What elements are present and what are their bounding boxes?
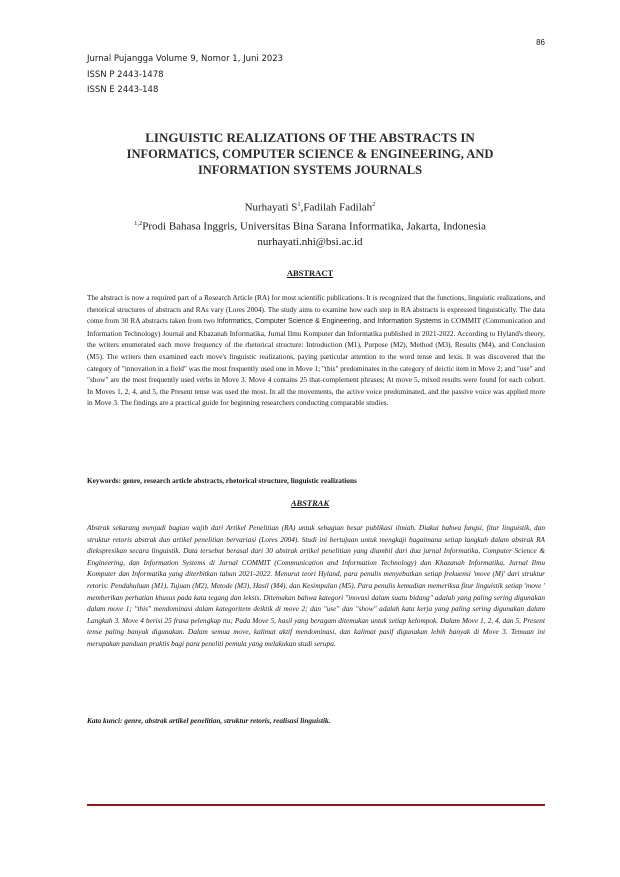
abstract-heading: ABSTRACT	[286, 268, 334, 278]
abstract-text-part-1: The abstract is now a required part of a Research Article (RA) for most scientific publications. It is recognized that the functions, linguistic realizations, and rhetorical structures of abstracts and RAs vary (Lores 2004). The study aims to examine how each step in RA abstracts is expressed linguistically. The data come from 30 RA abstracts taken from two	[87, 293, 545, 326]
author-1: Nurhayati S	[244, 201, 298, 214]
abstrak-text: Abstrak sekarang menjadi bagian wajib dari Artikel Penelitian (RA) untuk sebagian besar publikasi ilmiah. Diakui bahwa fungsi, fitur linguistik, dan struktur retoris abstrak dan artikel penelitian bervariasi (Lores 2004). Studi ini bertujuan untuk mengkaji bagaimana setiap langkah dalam abstrak RA diekspresikan secara linguistik. Data tersebut berasal dari 30 abstrak artikel penelitian yang diambil dari dua jurnal Informatika, Computer Science & Engineering, dan Information Systems di Jurnal COMMIT (Communication and Information Technology) dan Khazanah Informatika, Jurnal Ilmu Komputer dan Informatika yang diterbitkan tahun 2021-2022. Menurut teori Hyland, para penulis menyebutkan setiap frekuensi 'move (M)' dari struktur retoris: Pendahuluan (M1), Tujuan (M2), Metode (M3), Hasil (M4), dan Kesimpulan (M5). Para penulis kemudian memeriksa fitur linguistik setiap 'move ' memberikan perhatian khusus pada kata tegang dan leksis. Ditemukan bahwa kategori "inovasi dalam suatu bidang" adalah yang paling sering digunakan dalam move 1; "this" mendominasi dalam kategoritem deiktik di move 2; dan "use" dan "show" adalah kata kerja yang paling sering digunakan dalam Langkah 3. Move 4 berisi 25 frasa pelengkap itu; Pada Move 5, hasil yang beragam ditemukan untuk setiap kelompok. Dalam Move 1, 2, 4, dan 5, Present tense paling banyak digunakan. Dalam semua move, kalimat aktif mendominasi, dan kalimat pasif digunakan lebih banyak di Move 3. Temuan ini merupakan panduan praktis bagi para peneliti pemula yang melakukan studi serupa.	[87, 523, 545, 648]
abstrak-heading: ABSTRAK	[290, 498, 330, 508]
paper-title	[60, 130, 560, 178]
author-block	[60, 197, 560, 250]
author-2-affiliation-mark: 2	[372, 201, 376, 208]
author-email: nurhayati.nhi@bsi.ac.id	[257, 236, 363, 249]
kata-kunci: Kata kunci: genre, abstrak artikel penelitian, struktur retoris, realisasi linguistik.	[87, 716, 331, 725]
title-line-2: INFORMATICS, COMPUTER SCIENCE & ENGINEERING, AND	[126, 147, 494, 161]
affiliation-text: Prodi Bahasa Inggris, Universitas Bina Sarana Informatika, Jakarta, Indonesia	[142, 220, 486, 233]
issn-electronic: ISSN E 2443-148	[87, 85, 159, 95]
issn-print: ISSN P 2443-1478	[87, 69, 164, 80]
title-line-1: LINGUISTIC REALIZATIONS OF THE ABSTRACTS IN	[145, 130, 475, 145]
abstract-text	[87, 292, 545, 409]
affiliation-mark: 1,2	[134, 219, 143, 227]
page-number: 86	[536, 38, 545, 47]
journal-header	[87, 52, 283, 99]
abstract-text-part-3: in COMMIT (Communication and Information Technology) Journal and Khazanah Informatika, Jurnal Ilmu Komputer dan Informatika published in 2021-2022. According to Hyland's theory, the writers enumerated each move frequency of the rhetorical structure: Introduction (M1), Purpose (M2), Method (M3), Results (M4), and Conclusion (M5). The writers then examined each move's linguistic realizations, paying particular attention to the word tense and lexis. It was discovered that the category of "innovation in a field" was the most frequently used one in Move 1; "this" predominates in the category of deictic item in Move 2; and "use" and "show" are the most frequently used verbs in Move 3. Move 4 contains 25 that-complement phrases; At move 5, mixed results were found for each cohort. In Moves 1, 2, 4, and 5, the Present tense was used the most. In all the movements, the active voice predominated, and the passive voice was applied more in Move 3. The findings are a practical guide for beginning researchers conducting comparable studies.	[87, 316, 545, 408]
journal-name: Jurnal Pujangga Volume 9, Nomor 1, Juni 2023	[87, 54, 284, 64]
footer-divider	[87, 804, 545, 806]
title-line-3: INFORMATION SYSTEMS JOURNALS	[197, 163, 423, 177]
author-2: Fadilah Fadilah	[303, 201, 373, 214]
keywords: Keywords: genre, research article abstracts, rhetorical structure, linguistic realizations	[87, 476, 357, 485]
author-names: Nurhayati $S^1,Fadilah$ Fadilah$^2$	[244, 201, 376, 214]
affiliation	[60, 216, 560, 235]
abstract-text-part-2: Informatics, Computer Science & Engineering, and Information Systems	[216, 318, 442, 326]
author-1-affiliation-mark: 1	[297, 201, 301, 208]
